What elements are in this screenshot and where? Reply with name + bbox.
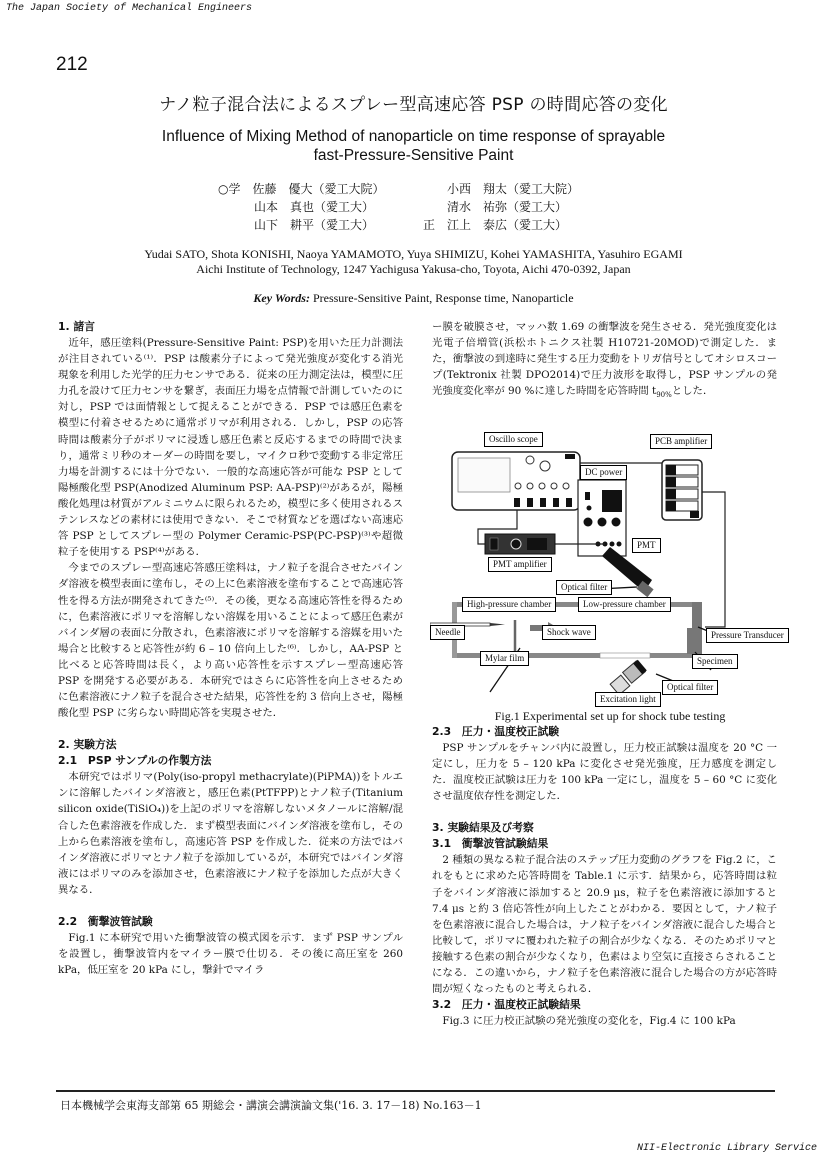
label-specimen: Specimen [692, 654, 738, 669]
subsection-heading: 2.3 圧力・温度校正試験 [432, 725, 560, 738]
author: 小西 翔太（愛工大院） [423, 182, 580, 196]
label-shock-wave: Shock wave [542, 625, 596, 640]
authors-right [423, 180, 579, 234]
right-column-lower [432, 724, 777, 1029]
proceedings-footer: 日本機械学会東海支部第 65 期総会・講演会講演論文集('16. 3. 17－18) No.163－1 [60, 1099, 482, 1112]
nii-service-label: NII-Electronic Library Service [636, 1143, 817, 1154]
paragraph: PSP サンプルをチャンバ内に設置し，圧力校正試験は温度を 20 °C 一定にし，圧力を 5 – 120 kPa に変化させ発光強度，圧力感度を測定した．温度校正試験は圧力を 100 kPa 一定にし，温度を 5 – 60 °C に変化させ温度依存性を測定した． [432, 742, 777, 803]
title-japanese: ナノ粒子混合法によるスプレー型高速応答 PSP の時間応答の変化 [159, 95, 668, 115]
subsection-heading: 3.2 圧力・温度校正試験結果 [432, 998, 581, 1012]
paragraph-continued [432, 319, 777, 399]
paragraph: Fig.3 に圧力校正試験の発光強度の変化を，Fig.4 に 100 kPa [442, 1015, 736, 1028]
subsection-heading: 2.1 PSP サンプルの作製方法 [58, 754, 212, 768]
label-optical-filter-top: Optical filter [556, 580, 612, 595]
figure-1-caption: Fig.1 Experimental set up for shock tube testing [494, 709, 726, 723]
authors-english: Yudai SATO, Shota KONISHI, Naoya YAMAMOTO, Yuya SHIMIZU, Kohei YAMASHITA, Yasuhiro EGAMI [144, 247, 683, 261]
author: 正 江上 泰広（愛工大） [423, 218, 568, 232]
paragraph: 近年，感圧塗料(Pressure-Sensitive Paint: PSP)を用いた圧力計測法が注目されている⁽¹⁾．PSP は酸素分子によって発光強度が変化する消光現象を利用した光学的圧力センサである．従来の圧力測定法は，模型に圧力孔を設けて圧力センサを繋ぎ，表面圧力場を点情報で計測していたのに対し，PSP では面情報として捉えることができる．PSP では感圧色素を模型に付着させるために通常ポリマが利用される．しかし，PSP の応答時間は酸素分子がポリマに浸透し感圧色素と反応するまでの時間で決まり，通常ミリ秒のオーダーの時間を要し，マイクロ秒で変動する非定常圧力場を計測するには十分でない．一般的な高速応答が可能な PSP として陽極酸化型 PSP(Anodized Aluminum PSP: AA-PSP)⁽²⁾があるが，陽極酸化処理は材質がアルミニウムに限られるため，模型に多く使用されるステンレスなどの素材には使用できない．そこで材質などを選ばない高速応答 PSP としてスプレー型の Polymer Ceramic-PSP(PC-PSP)⁽³⁾や超微粒子を使用する PSP⁽⁴⁾がある． [58, 337, 403, 559]
label-oscilloscope: Oscillo scope [484, 432, 543, 447]
paper-number: 212 [56, 54, 88, 75]
left-column [58, 319, 403, 978]
label-excitation-light: Excitation light [595, 692, 661, 707]
paragraph: Fig.1 に本研究で用いた衝撃波管の模式図を示す．まず PSP サンプルを設置し，衝撃波管内をマイラー膜で仕切る．その後に高圧室を 260 kPa，低圧室を 20 kPa にし，撃針でマイラ [58, 932, 403, 977]
keywords-list: Pressure-Sensitive Paint, Response time, Nanoparticle [309, 291, 574, 305]
title-english-line2: fast-Pressure-Sensitive Paint [313, 147, 514, 164]
paragraph: 本研究ではポリマ(Poly(iso-propyl methacrylate)(PiPMA))をトルエンに溶解したバインダ溶液と，感圧色素(PtTFPP)とナノ粒子(Titanium silicon oxide(TiSiO₄))を上記のポリマを溶解しないメタノールに溶解/混合した色素溶液を作成した．まず模型表面にバインダ溶液を塗布し，その上から色素溶液を塗布し，高速応答 PSP を作成した．従来の方法ではバインダ溶液にポリマとナノ粒子を添加しているが，本研究ではバインダ溶液にはポリマのみを添加させ，色素溶液にナノ粒子を添加した点が大きく異なる． [58, 771, 403, 896]
label-pmt: PMT [632, 538, 661, 553]
paragraph-text: とした． [671, 385, 714, 398]
keywords [100, 291, 727, 306]
paragraph-text: ー膜を破膜させ，マッハ数 1.69 の衝撃波を発生させる．発光強度変化は光電子倍増管(浜松ホトニクス社製 H10721-20MOD)で測定した．また，衝撃波の到達時に発生する圧力変動をトリガ信号としてオシロスコープ(Tektronix 社製 DPO2014)で圧力波形を取得し，PSP サンプルの発光強度変化率が 90 %に達した時間を応答時間 t [432, 321, 777, 398]
footer-rule [56, 1090, 775, 1092]
excitation-light-icon [610, 660, 647, 695]
pcb-amplifier-icon [662, 460, 702, 520]
section-heading: 1. 諸言 [58, 320, 95, 333]
label-needle: Needle [430, 625, 465, 640]
label-low-pressure-chamber: Low-pressure chamber [578, 597, 671, 612]
author: 山下 耕平（愛工大） [218, 218, 375, 232]
authors-left [218, 180, 384, 234]
society-header: The Japan Society of Mechanical Engineers [6, 3, 253, 14]
label-high-pressure-chamber: High-pressure chamber [462, 597, 556, 612]
section-heading: 2. 実験方法 [58, 738, 117, 752]
label-optical-filter-bottom: Optical filter [662, 680, 718, 695]
subsection-heading: 2.2 衝撃波管試験 [58, 915, 153, 928]
label-dc-power: DC power [580, 465, 627, 480]
title-english-line1: Influence of Mixing Method of nanoparticle on time response of sprayable [161, 128, 666, 145]
subscript: 90% [656, 391, 672, 400]
figure-1 [430, 430, 790, 710]
subsection-heading: 3.1 衝撃波管試験結果 [432, 837, 549, 851]
right-column [432, 319, 777, 399]
label-pressure-transducer: Pressure Transducer [706, 628, 789, 643]
oscilloscope-icon [452, 452, 580, 510]
label-pcb-amplifier: PCB amplifier [650, 434, 712, 449]
paragraph: 2 種類の異なる粒子混合法のステップ圧力変動のグラフを Fig.2 に，これをもとに求めた応答時間を Table.1 に示す．結果から，応答時間は粒子をバインダ溶液に添加すると 20.9 μs，粒子を色素溶液に添加すると 7.4 μs と約 3 倍応答性が向上したことがわかる．要因として，ナノ粒子を色素溶液に混合した場合は，ナノ粒子をバインダ溶液に混合した場合と比較して，ポリマに覆われた粒子の割合が少なくなる．そのためポリマと接触する色素の割合が少なくなり，色素はより空気に直接さらされることになる．この違いから，ナノ粒子を色素溶液に混合した場合の方が応答時間が短くなったものと考えられる． [432, 854, 777, 996]
pmt-amplifier-icon [485, 534, 555, 554]
label-mylar-film: Mylar film [480, 651, 529, 666]
section-heading: 3. 実験結果及び考察 [432, 821, 534, 835]
author: ○学 佐藤 優大（愛工大院） [218, 182, 385, 196]
title-english [100, 127, 727, 165]
label-pmt-amplifier: PMT amplifier [488, 557, 552, 572]
authors-english-block [100, 247, 727, 277]
affiliation: Aichi Institute of Technology, 1247 Yachigusa Yakusa-cho, Toyota, Aichi 470-0392, Japan [196, 262, 631, 276]
author: 清水 祐弥（愛工大） [423, 200, 568, 214]
author: 山本 真也（愛工大） [218, 200, 375, 214]
keywords-label: Key Words: [253, 291, 310, 305]
paragraph: 今までのスプレー型高速応答感圧塗料は，ナノ粒子を混合させたバインダ溶液を模型表面に塗布し，その上に色素溶液を塗布することで高速応答性を得る方法が開発されてきた⁽⁵⁾．その後，更なる高速応答性を得るために，色素溶液にポリマを溶解しない溶媒を用いることによって感圧色素がバインダ層の表面に分散され，色素溶液にポリマを溶解する溶媒を用いた場合と比較すると応答性が約 6 – 10 倍向上した⁽⁶⁾．しかし，AA-PSP と比べると応答時間は長く，より高い応答性を示すスプレー型高速応答 PSP を開発する必要がある．本研究ではさらに応答性を向上させるために色素溶液にナノ粒子を混合させた結果，応答性を約 3 倍向上させ，陽極酸化型 PSP に劣らない時間応答を実現させた． [58, 562, 403, 720]
